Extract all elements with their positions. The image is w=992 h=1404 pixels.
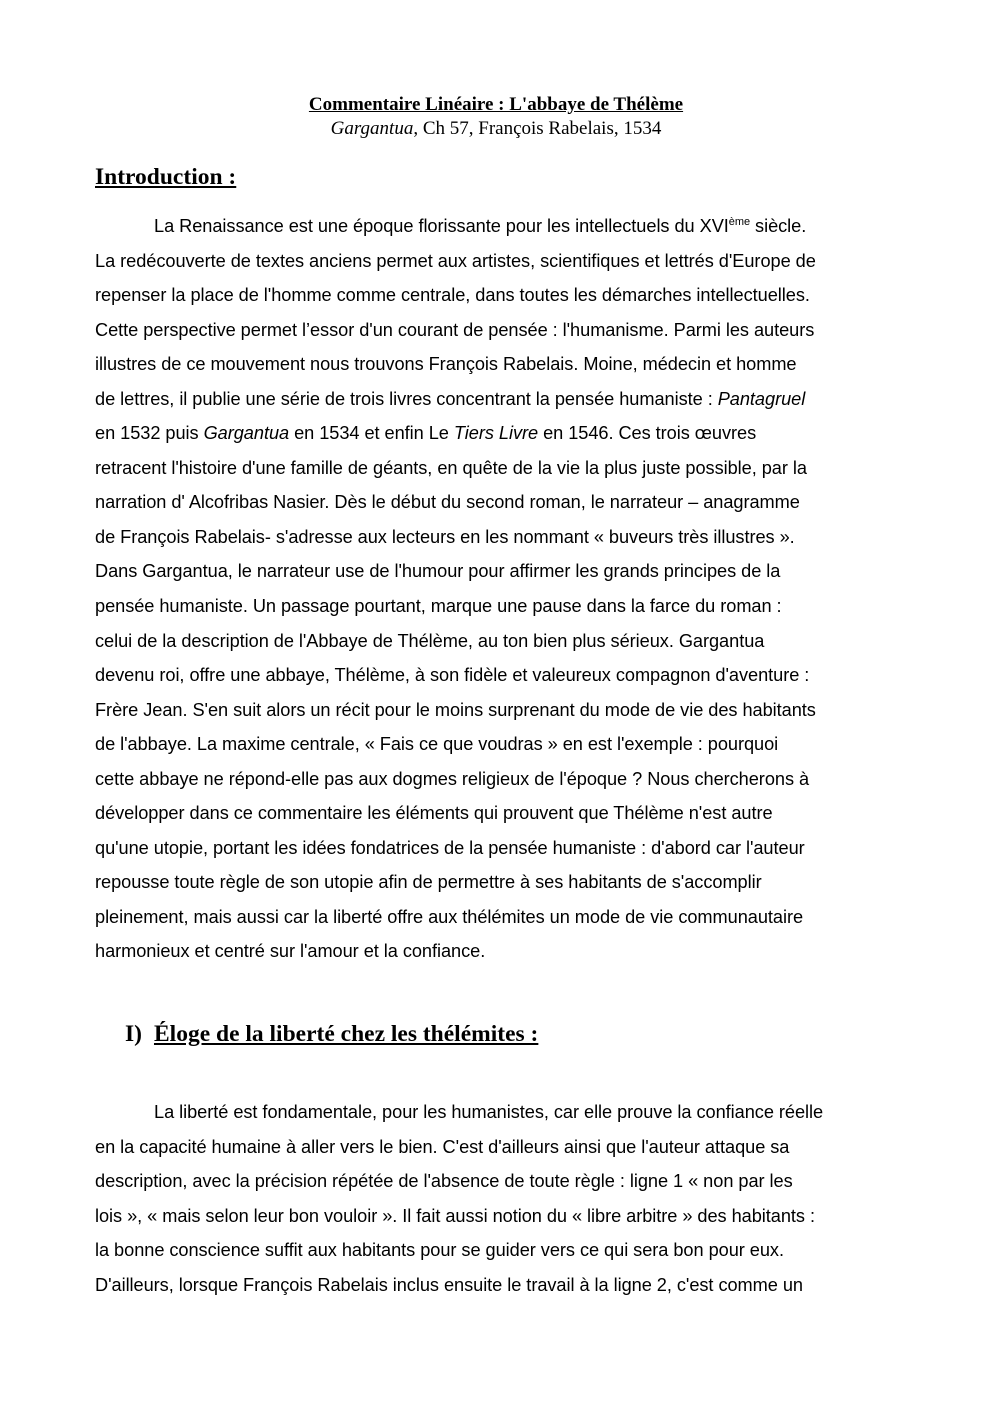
text-line bbox=[95, 451, 905, 486]
text-run: pensée humaniste. Un passage pourtant, marque une pause dans la farce du roman : bbox=[95, 596, 782, 617]
document-subtitle bbox=[0, 117, 992, 141]
text-run: qu'une utopie, portant les idées fondatrices de la pensée humaniste : d'abord car l'auteur bbox=[95, 837, 805, 858]
text-run: de François Rabelais- s'adresse aux lecteurs en les nommant « buveurs très illustres ». bbox=[95, 526, 795, 547]
section-1-paragraph bbox=[95, 1095, 905, 1302]
text-run: la bonne conscience suffit aux habitants pour se guider vers ce qui sera bon pour eux. bbox=[95, 1240, 784, 1261]
text-run: D'ailleurs, lorsque François Rabelais inclus ensuite le travail à la ligne 2, c'est comme un bbox=[95, 1274, 803, 1295]
text-run: siècle. bbox=[750, 216, 807, 236]
text-run: description, avec la précision répétée de l'absence de toute règle : ligne 1 « non par les bbox=[95, 1171, 793, 1192]
text-line bbox=[95, 1268, 905, 1303]
text-line bbox=[95, 865, 905, 900]
text-run: celui de la description de l'Abbaye de Thélème, au ton bien plus sérieux. Gargantua bbox=[95, 630, 765, 651]
italic-title: Pantagruel bbox=[717, 388, 806, 409]
section-1-number: I) bbox=[125, 1021, 142, 1047]
text-line bbox=[95, 554, 905, 589]
text-line bbox=[95, 1130, 905, 1165]
text-line bbox=[95, 796, 905, 831]
text-line bbox=[95, 416, 905, 451]
text-run: repenser la place de l'homme comme centrale, dans toutes les démarches intellectuelles. bbox=[95, 285, 810, 306]
text-run: retracent l'histoire d'une famille de géants, en quête de la vie la plus juste possible, par la bbox=[95, 457, 807, 478]
document-title-block bbox=[0, 93, 992, 141]
text-line bbox=[95, 900, 905, 935]
text-run: en 1534 et enfin Le bbox=[289, 423, 454, 444]
text-run: pleinement, mais aussi car la liberté offre aux thélémites un mode de vie communautaire bbox=[95, 906, 804, 927]
text-line bbox=[95, 244, 905, 279]
text-line bbox=[95, 1233, 905, 1268]
text-line bbox=[95, 382, 905, 417]
text-line bbox=[95, 313, 905, 348]
text-line bbox=[95, 762, 905, 797]
text-line bbox=[95, 1095, 905, 1130]
italic-title: Tiers Livre bbox=[453, 423, 539, 444]
text-run: Cette perspective permet l’essor d'un courant de pensée : l'humanisme. Parmi les auteurs bbox=[95, 319, 815, 340]
text-line bbox=[95, 693, 905, 728]
italic-title: Gargantua bbox=[203, 423, 290, 444]
superscript: ème bbox=[728, 216, 751, 228]
text-line bbox=[95, 485, 905, 520]
text-run: narration d' Alcofribas Nasier. Dès le début du second roman, le narrateur – anagramme bbox=[95, 492, 800, 513]
text-line bbox=[95, 1164, 905, 1199]
document-title: Commentaire Linéaire : L'abbaye de Thélème bbox=[308, 94, 684, 115]
text-run: repousse toute règle de son utopie afin de permettre à ses habitants de s'accomplir bbox=[95, 872, 762, 893]
section-1-heading bbox=[125, 1019, 538, 1049]
text-line bbox=[95, 520, 905, 555]
text-line bbox=[95, 278, 905, 313]
subtitle-details: , Ch 57, François Rabelais, 1534 bbox=[413, 118, 662, 139]
introduction-heading: Introduction : bbox=[95, 164, 237, 190]
text-run: La redécouverte de textes anciens permet aux artistes, scientifiques et lettrés d'Europe de bbox=[95, 250, 816, 271]
text-line bbox=[95, 209, 905, 244]
text-line bbox=[95, 934, 905, 969]
text-run: de l'abbaye. La maxime centrale, « Fais ce que voudras » en est l'exemple : pourquoi bbox=[95, 734, 779, 755]
text-line bbox=[95, 624, 905, 659]
text-run: de lettres, il publie une série de trois livres concentrant la pensée humaniste : bbox=[95, 388, 718, 409]
text-run: illustres de ce mouvement nous trouvons François Rabelais. Moine, médecin et homme bbox=[95, 354, 797, 375]
text-line bbox=[95, 831, 905, 866]
text-run: La Renaissance est une époque florissante pour les intellectuels du XVI bbox=[154, 216, 729, 236]
text-run: lois », « mais selon leur bon vouloir ». Il fait aussi notion du « libre arbitre » des habitants : bbox=[95, 1205, 815, 1226]
text-run: en 1532 puis bbox=[95, 423, 204, 444]
text-line bbox=[95, 347, 905, 382]
text-run: devenu roi, offre une abbaye, Thélème, à son fidèle et valeureux compagnon d'aventure : bbox=[95, 665, 810, 686]
text-run: harmonieux et centré sur l'amour et la confiance. bbox=[95, 941, 486, 962]
section-1-title: Éloge de la liberté chez les thélémites : bbox=[153, 1021, 539, 1047]
text-line bbox=[95, 1199, 905, 1234]
text-line bbox=[95, 727, 905, 762]
text-run: Dans Gargantua, le narrateur use de l'humour pour affirmer les grands principes de la bbox=[95, 561, 781, 582]
text-run: développer dans ce commentaire les éléments qui prouvent que Thélème n'est autre bbox=[95, 803, 773, 824]
work-title: Gargantua bbox=[330, 118, 414, 139]
introduction-paragraph bbox=[95, 209, 905, 969]
text-run: en la capacité humaine à aller vers le bien. C'est d'ailleurs ainsi que l'auteur attaque sa bbox=[95, 1136, 790, 1157]
text-run: La liberté est fondamentale, pour les humanistes, car elle prouve la confiance réelle bbox=[154, 1102, 824, 1122]
text-run: cette abbaye ne répond-elle pas aux dogmes religieux de l'époque ? Nous chercherons à bbox=[95, 768, 810, 789]
text-line bbox=[95, 658, 905, 693]
text-run: en 1546. Ces trois œuvres bbox=[538, 423, 757, 444]
text-line bbox=[95, 589, 905, 624]
text-run: Frère Jean. S'en suit alors un récit pour le moins surprenant du mode de vie des habitants bbox=[95, 699, 816, 720]
